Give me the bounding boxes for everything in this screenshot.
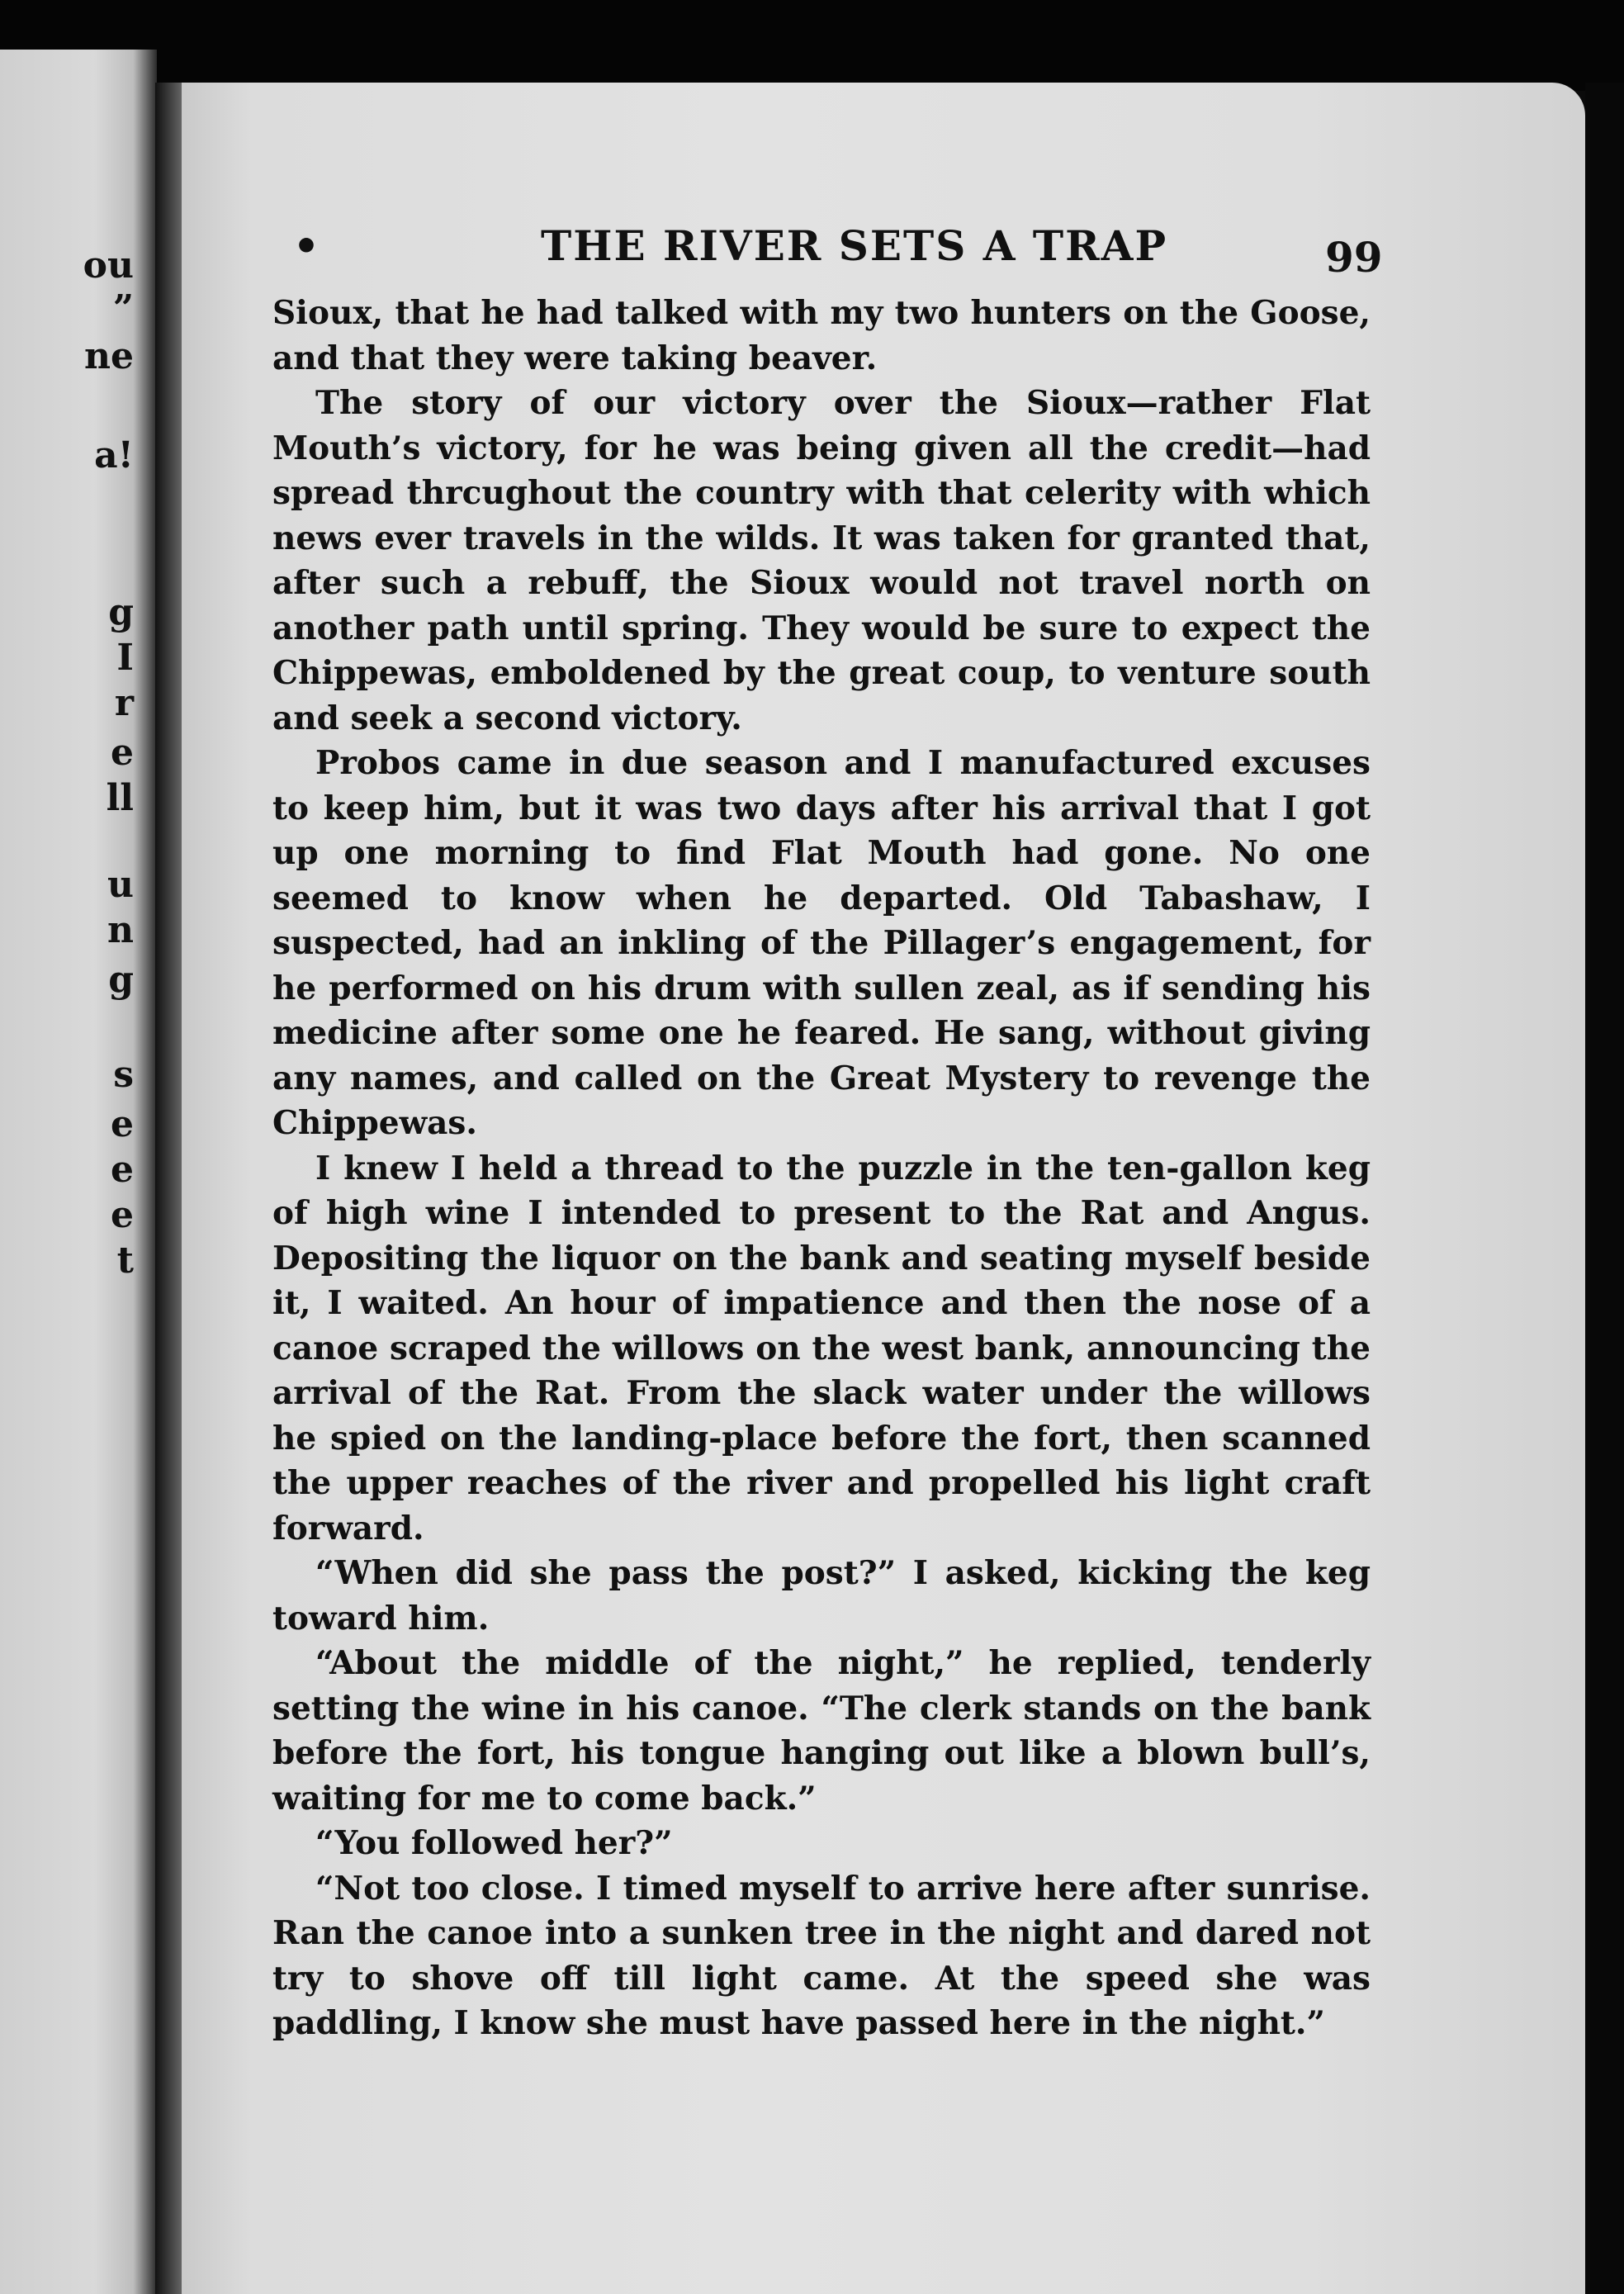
page-number: 99 xyxy=(1325,233,1383,282)
facing-page-glyph: ll xyxy=(106,777,134,819)
scan-background-right xyxy=(1585,83,1624,2294)
paragraph: “Not too close. I timed myself to arrive here after sunrise. Ran the canoe into a sunken tree in the night and dared not try to shove off till light came. At the speed she was paddling, I know she must have passed here in the night.” xyxy=(272,1869,1371,2042)
facing-page-glyph: g xyxy=(108,591,134,633)
facing-page-glyph: t xyxy=(116,1239,134,1282)
facing-page-glyph: ou xyxy=(83,244,134,287)
paragraph: The story of our victory over the Sioux—rather Flat Mouth’s victory, for he was being given all the credit—had spread thrcughout the country with that celerity with which news ever travels in the wilds. It was taken for granted that, after such a rebuff, the Sioux would not travel north on another path until spring. They would be sure to expect the Chippewas, emboldened by the great coup, to venture south and seek a second victory. xyxy=(272,384,1371,737)
body-text xyxy=(272,291,1371,2046)
facing-page-glyph: n xyxy=(107,909,134,951)
facing-page-glyph: e xyxy=(111,732,134,774)
facing-page-glyph: a! xyxy=(94,434,134,476)
facing-page-glyph: e xyxy=(111,1194,134,1236)
facing-page-glyph: r xyxy=(114,682,134,724)
paragraph: “When did she pass the post?” I asked, kicking the keg toward him. xyxy=(272,1554,1371,1638)
paragraph: “You followed her?” xyxy=(315,1824,673,1862)
facing-page-glyph: I xyxy=(116,637,134,679)
facing-page-glyph: s xyxy=(113,1054,134,1096)
paragraph: “About the middle of the night,” he replied, tenderly setting the wine in his canoe. “The clerk stands on the bank before the fort, his tongue hanging out like a blown bull’s, waiting for me to come back.” xyxy=(272,1644,1371,1818)
facing-page-glyph: g xyxy=(108,959,134,1001)
facing-page-glyph: e xyxy=(111,1103,134,1145)
facing-page-glyph: ” xyxy=(112,287,134,329)
paragraph: Probos came in due season and I manufactured excuses to keep him, but it was two days after his arrival that I got up one morning to find Flat Mouth had gone. No one seemed to know when he departed. Old Tabashaw, I suspected, had an inkling of the Pillager’s engagement, for he performed on his drum with sullen zeal, as if sending his medicine after some one he feared. He sang, without giving any names, and called on the Great Mystery to revenge the Chippewas. xyxy=(272,744,1371,1142)
facing-page-glyph: u xyxy=(107,864,134,906)
facing-page-glyph: ne xyxy=(84,335,134,377)
scan-background-top xyxy=(0,0,1624,91)
facing-page-glyph: e xyxy=(111,1149,134,1191)
chapter-title: THE RIVER SETS A TRAP xyxy=(541,221,1168,270)
paragraph: Sioux, that he had talked with my two hunters on the Goose, and that they were taking beaver. xyxy=(272,294,1371,377)
running-head-mark: • xyxy=(293,221,321,270)
facing-page-fragment xyxy=(0,50,157,2294)
paragraph: I knew I held a thread to the puzzle in the ten-gallon keg of high wine I intended to present to the Rat and Angus. Depositing the liquor on the bank and seating myself beside it, I waited. An hour of impatience and then the nose of a canoe scraped the willows on the west bank, announcing the arrival of the Rat. From the slack water under the willows he spied on the landing-place before the fort, then scanned the upper reaches of the river and propelled his light craft forward. xyxy=(272,1149,1371,1548)
